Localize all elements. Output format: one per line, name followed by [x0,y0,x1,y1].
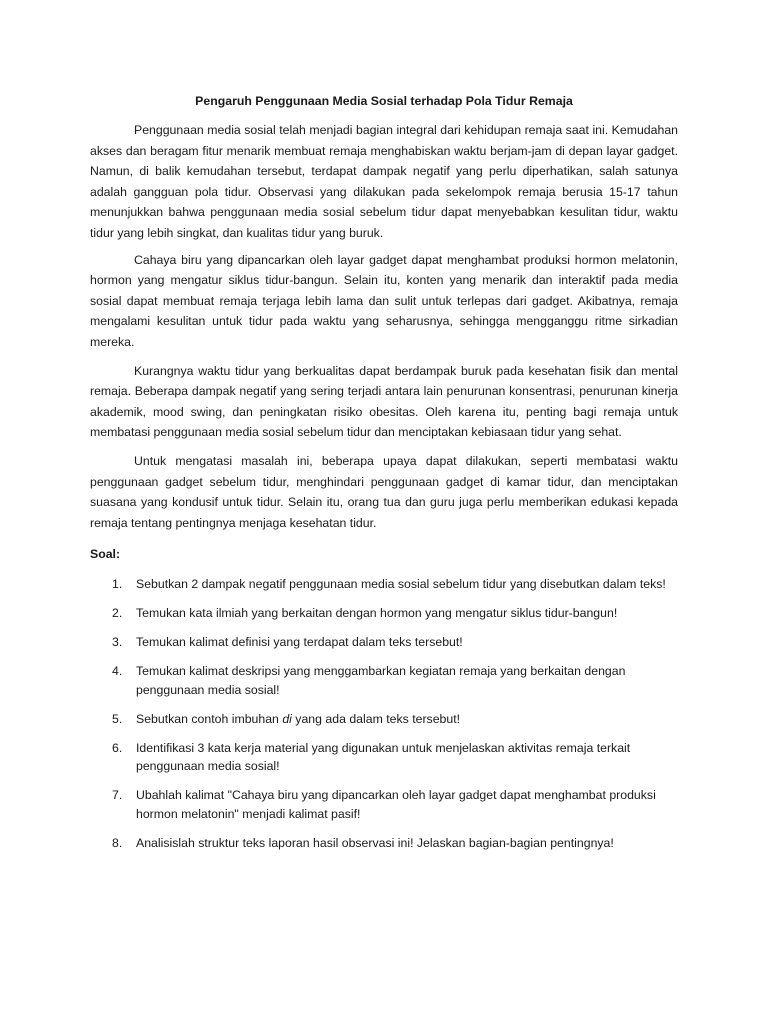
question-text: Sebutkan 2 dampak negatif penggunaan media sosial sebelum tidur yang disebutkan dalam teks! [136,577,666,592]
question-item [90,604,678,623]
paragraph-2: Cahaya biru yang dipancarkan oleh layar gadget dapat menghambat produksi hormon melatonin, hormon yang mengatur siklus tidur-bangun. Selain itu, konten yang menarik dan interaktif pada media sosial dapat membuat remaja terjaga lebih lama dan sulit untuk terlepas dari gadget. Akibatnya, remaja mengalami kesulitan untuk tidur pada waktu yang seharusnya, sehingga mengganggu ritme sirkadian mereka. [90,252,678,349]
question-item [90,710,678,729]
question-number: 6. [112,740,123,755]
question-number: 7. [112,788,123,803]
question-number: 3. [112,635,123,650]
question-number: 4. [112,664,123,679]
question-text: Temukan kata ilmiah yang berkaitan dengan hormon yang mengatur siklus tidur-bangun! [136,606,618,621]
question-number: 2. [112,606,123,621]
question-number: 1. [112,577,123,592]
question-text: Temukan kalimat deskripsi yang menggambarkan kegiatan remaja yang berkaitan dengan penggunaan media sosial! [136,664,626,697]
question-text: Analisislah struktur teks laporan hasil observasi ini! Jelaskan bagian-bagian pentingnya! [136,835,614,850]
question-text-before: Sebutkan contoh imbuhan [136,711,283,726]
question-text: Ubahlah kalimat "Cahaya biru yang dipancarkan oleh layar gadget dapat menghambat produksi hormon melatonin" menjadi kalimat pasif! [136,788,656,821]
question-text [136,712,460,726]
questions-heading: Soal: [90,547,121,562]
question-item [90,786,678,823]
paragraph-4: Untuk mengatasi masalah ini, beberapa upaya dapat dilakukan, seperti membatasi waktu penggunaan gadget sebelum tidur, menghindari penggunaan gadget di kamar tidur, dan menciptakan suasana yang kondusif untuk tidur. Selain itu, orang tua dan guru juga perlu memberikan edukasi kepada remaja tentang pentingnya menjaga kesehatan tidur. [90,453,678,530]
question-item [90,633,678,652]
question-number: 5. [112,711,123,726]
question-text: Temukan kalimat definisi yang terdapat dalam teks tersebut! [136,635,463,650]
question-item [90,739,678,776]
paragraph-1: Penggunaan media sosial telah menjadi bagian integral dari kehidupan remaja saat ini. Kemudahan akses dan beragam fitur menarik membuat remaja menghabiskan waktu berjam-jam di depan layar gadget. Namun, di balik kemudahan tersebut, terdapat dampak negatif yang perlu diperhatikan, salah satunya adalah gangguan pola tidur. Observasi yang dilakukan pada sekelompok remaja berusia 15-17 tahun menunjukkan bahwa penggunaan media sosial sebelum tidur dapat menyebabkan kesulitan tidur, waktu tidur yang lebih singkat, dan kualitas tidur yang buruk. [90,123,678,240]
question-text-after: yang ada dalam teks tersebut! [291,711,461,726]
question-number: 8. [112,835,123,850]
question-list [90,575,678,852]
question-item [90,834,678,853]
document-page [90,92,678,863]
question-text-italic: di [282,711,292,726]
document-title: Pengaruh Penggunaan Media Sosial terhadap Pola Tidur Remaja [195,94,573,108]
question-item [90,662,678,699]
paragraph-3: Kurangnya waktu tidur yang berkualitas dapat berdampak buruk pada kesehatan fisik dan mental remaja. Beberapa dampak negatif yang sering terjadi antara lain penurunan konsentrasi, penurunan kinerja akademik, mood swing, dan peningkatan risiko obesitas. Oleh karena itu, penting bagi remaja untuk membatasi penggunaan media sosial sebelum tidur dan menciptakan kebiasaan tidur yang sehat. [90,363,678,440]
question-text: Identifikasi 3 kata kerja material yang digunakan untuk menjelaskan aktivitas remaja terkait penggunaan media sosial! [136,740,631,774]
question-item [90,575,678,594]
